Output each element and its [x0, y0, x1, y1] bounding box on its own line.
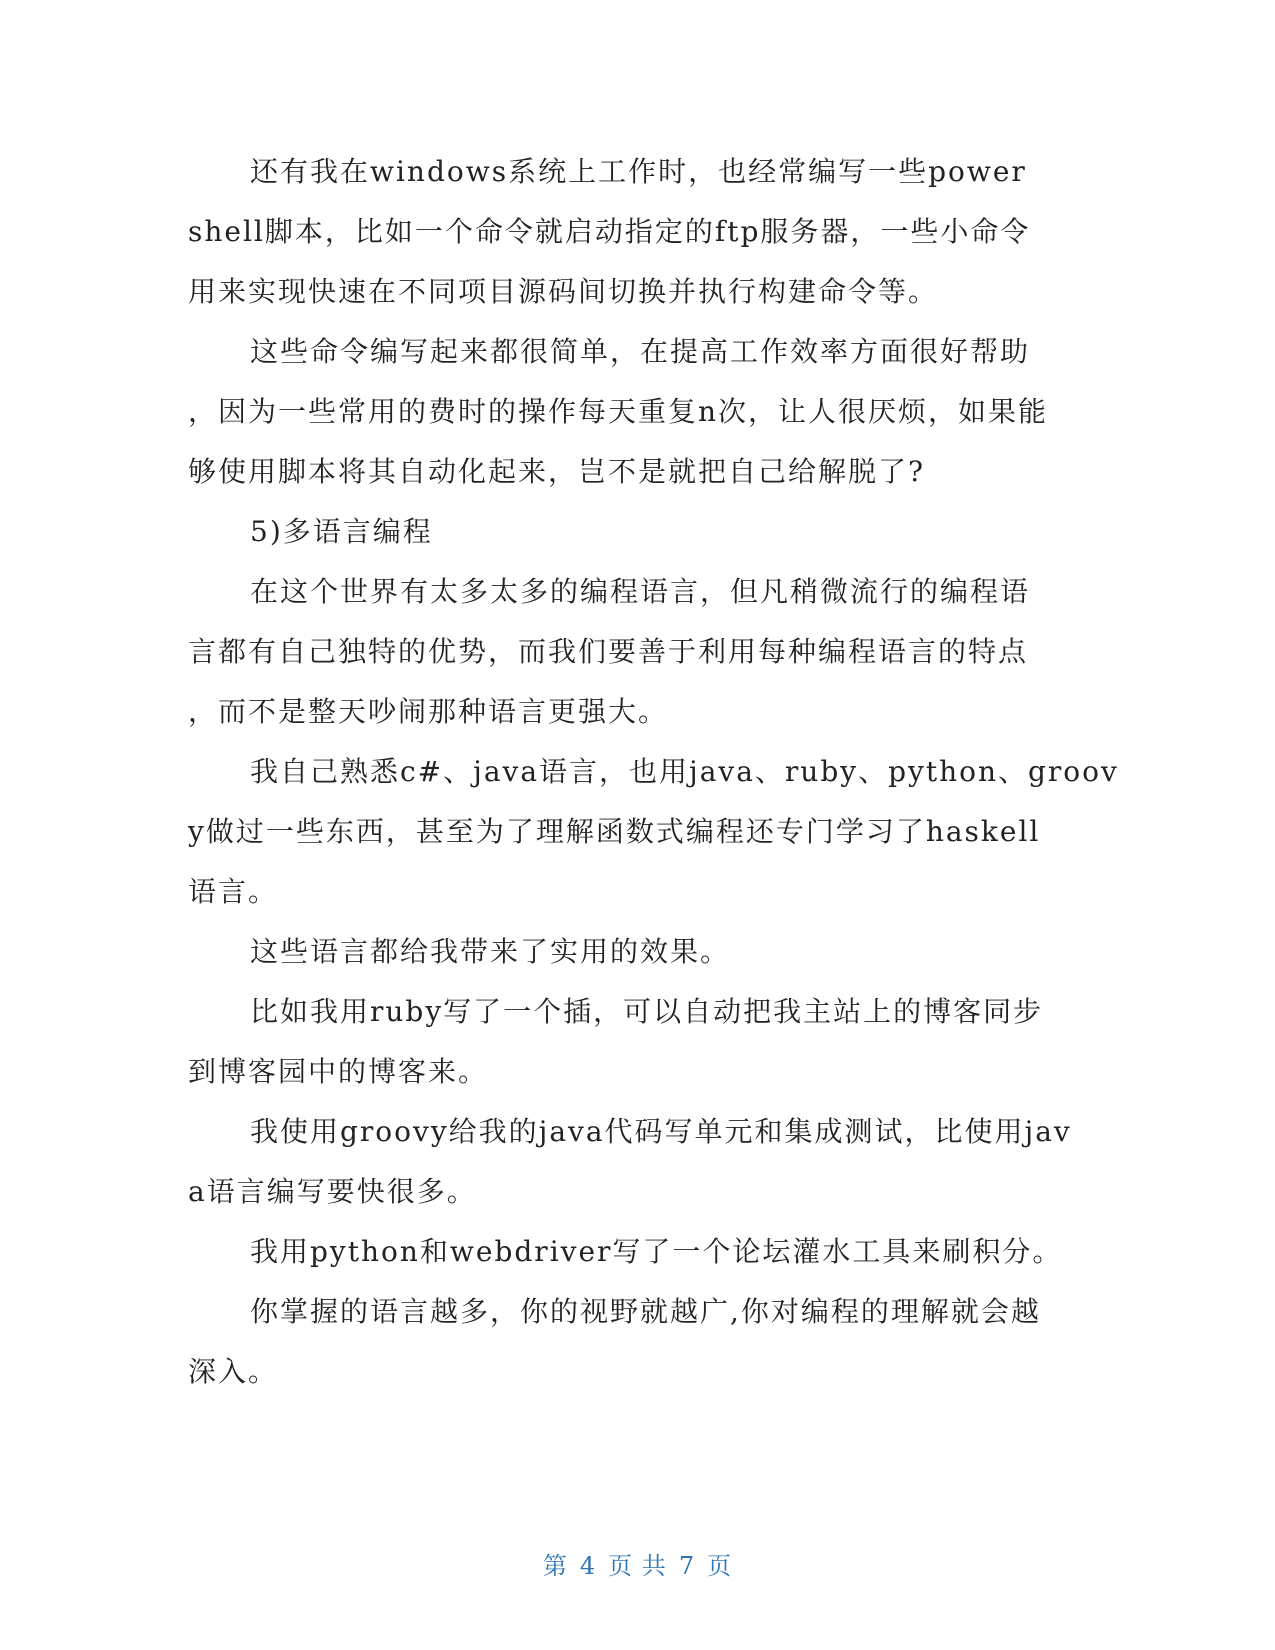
paragraph-line: 深入。 [188, 1355, 279, 1388]
paragraph-line: a语言编写要快很多。 [188, 1175, 477, 1208]
footer-middle: 页 共 [608, 1552, 667, 1580]
paragraph-line: 语言。 [188, 875, 279, 908]
footer-suffix: 页 [707, 1552, 733, 1580]
paragraph-line: 这些命令编写起来都很简单，在提高工作效率方面很好帮助 [250, 335, 1031, 368]
paragraph-line: 够使用脚本将其自动化起来，岂不是就把自己给解脱了? [188, 455, 926, 488]
paragraph-line: y做过一些东西，甚至为了理解函数式编程还专门学习了haskell [188, 815, 1041, 848]
paragraph-line: 这些语言都给我带来了实用的效果。 [250, 935, 731, 968]
paragraph-line: shell脚本，比如一个命令就启动指定的ftp服务器，一些小命令 [188, 215, 1031, 248]
paragraph-line: 还有我在windows系统上工作时，也经常编写一些power [250, 155, 1027, 188]
document-body [188, 142, 1119, 1402]
page-footer [0, 1546, 1275, 1581]
paragraph-line: 你掌握的语言越多，你的视野就越广,你对编程的理解就会越 [250, 1295, 1041, 1328]
section-heading: 5)多语言编程 [250, 515, 433, 548]
paragraph-line: 我自己熟悉c#、java语言，也用java、ruby、python、groov [250, 755, 1119, 788]
paragraph-line: 在这个世界有太多太多的编程语言，但凡稍微流行的编程语 [250, 575, 1031, 608]
current-page-number: 4 [579, 1552, 597, 1580]
paragraph-line: 我用python和webdriver写了一个论坛灌水工具来刷积分。 [250, 1235, 1063, 1268]
paragraph-line: 到博客园中的博客来。 [188, 1055, 489, 1088]
paragraph-line: 言都有自己独特的优势，而我们要善于利用每种编程语言的特点 [188, 635, 1029, 668]
paragraph-line: 比如我用ruby写了一个插，可以自动把我主站上的博客同步 [250, 995, 1044, 1028]
paragraph-line: ，而不是整天吵闹那种语言更强大。 [188, 695, 669, 728]
footer-prefix: 第 [542, 1552, 568, 1580]
paragraph-line: 用来实现快速在不同项目源码间切换并执行构建命令等。 [188, 275, 939, 308]
total-page-count: 7 [678, 1552, 696, 1580]
paragraph-line: ，因为一些常用的费时的操作每天重复n次，让人很厌烦，如果能 [188, 395, 1049, 428]
paragraph-line: 我使用groovy给我的java代码写单元和集成测试，比使用jav [250, 1115, 1072, 1148]
